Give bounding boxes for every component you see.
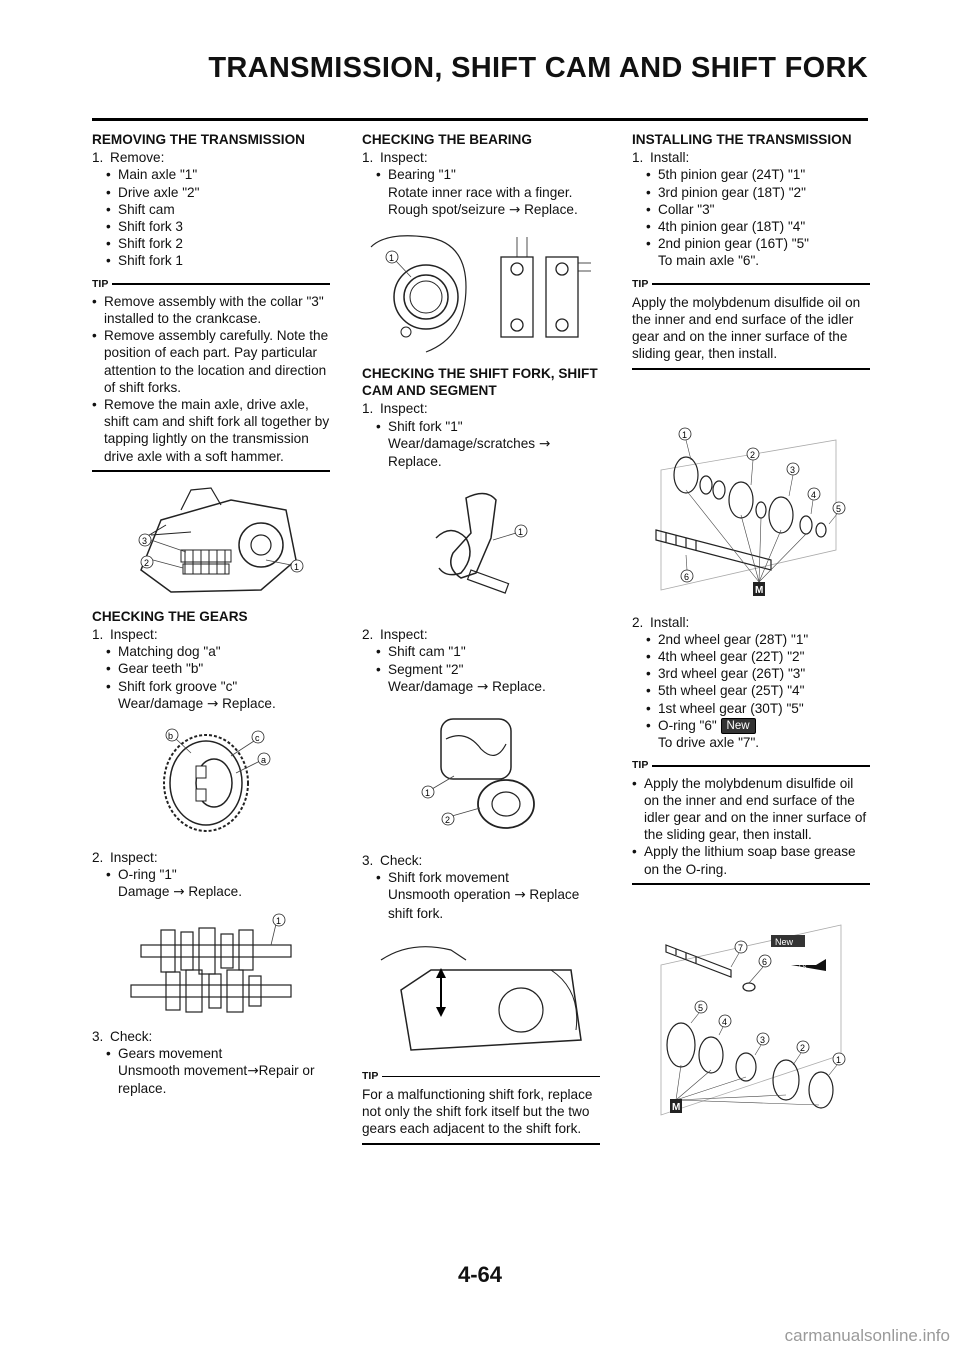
list-item: • Gear teeth "b"	[106, 660, 330, 677]
list-item: • 3rd pinion gear (18T) "2"	[646, 184, 870, 201]
list-item: • 3rd wheel gear (26T) "3"	[646, 665, 870, 682]
callout-2: 2	[445, 815, 451, 826]
callout-1: 1	[294, 561, 300, 572]
section-heading: REMOVING THE TRANSMISSION	[92, 132, 305, 147]
list-item: • Shift fork 3	[106, 218, 330, 235]
list-item: • Segment "2"	[376, 661, 600, 678]
callout-3: 3	[760, 1034, 766, 1045]
list-item: • Bearing "1"	[376, 166, 600, 183]
callout-a: a	[261, 755, 267, 766]
callout-7: 7	[738, 942, 744, 953]
callout-b: b	[168, 731, 174, 742]
page-title: TRANSMISSION, SHIFT CAM AND SHIFT FORK	[208, 52, 868, 84]
shift-fork-movement-figure	[371, 930, 591, 1060]
list-item: • 5th pinion gear (24T) "1"	[646, 166, 870, 183]
tip-item: • Remove assembly carefully. Note the position of each part. Pay particular attention to the location and direction of shift forks.	[92, 327, 330, 396]
step-1: 1. Remove:	[92, 150, 165, 166]
list-item: • Drive axle "2"	[106, 184, 330, 201]
callout-1: 1	[276, 915, 282, 926]
molybdenum-oil-icon: M	[672, 1101, 681, 1113]
tip-list	[92, 293, 330, 465]
callout-1: 1	[682, 429, 688, 440]
watermark: carmanualsonline.info	[784, 1326, 950, 1345]
gear-figure	[136, 721, 286, 841]
tip-item: • Remove assembly with the collar "3" installed to the crankcase.	[92, 293, 330, 327]
callout-3: 3	[790, 464, 796, 475]
section-heading: CHECKING THE GEARS	[92, 608, 248, 624]
tip-box: TIP • Apply the molybdenum disulfide oil on the inner and end surface of the idler gear and on the inner surface of the sliding gear, then install. • Apply the lithium soap base grease on the O-ring.	[632, 757, 870, 884]
tip-box: TIP For a malfunctioning shift fork, replace not only the shift fork itself but the two gears each adjacent to the shift fork.	[362, 1068, 600, 1145]
list-item: • Shift fork "1"	[376, 418, 600, 435]
arrow-icon: →	[476, 678, 489, 695]
list-item: • O-ring "6" New	[646, 717, 870, 734]
callout-2: 2	[144, 557, 150, 568]
column-middle: CHECKING THE BEARING 1. Inspect: • Bearing "1" Rotate inner race with a finger. Rough spot/seizure → Replace. 1 CHECKING THE SHIFT FORK, SHIFT CAM AND SEGMENT 1. Inspect: • Shift fork "1" Wear/damage/scratches → Replace. 1 2. Inspect: • Shift cam "1" • Segment "2" Wear/damage → Replace. 1 2 3. Check: • Shift fork movement Unsmooth operation → Replace shift fork. TIP For a malfunctioning shift fork, replace not only the shift fork itself but the two gears each adjacent to the shift fork.	[362, 131, 600, 1151]
list-item: • 2nd pinion gear (16T) "5"	[646, 235, 870, 252]
callout-6: 6	[684, 571, 690, 582]
list-item: • Main axle "1"	[106, 166, 330, 183]
callout-4: 4	[811, 489, 817, 500]
callout-1: 1	[425, 788, 431, 799]
list-item: • 5th wheel gear (25T) "4"	[646, 682, 870, 699]
list-item: • Shift cam "1"	[376, 643, 600, 660]
shift-cam-figure	[396, 704, 566, 844]
list-item: • Shift fork movement	[376, 869, 600, 886]
list-item: • 4th wheel gear (22T) "2"	[646, 648, 870, 665]
arrow-icon: →	[514, 887, 526, 904]
callout-1: 1	[389, 253, 395, 264]
inspect-list	[92, 643, 330, 695]
transmission-assembly-figure	[111, 480, 311, 600]
title-rule	[92, 118, 868, 121]
list-item: • 2nd wheel gear (28T) "1"	[646, 631, 870, 648]
new-part-badge: New	[775, 936, 794, 947]
shift-fork-figure	[391, 478, 571, 618]
main-axle-assembly-figure	[641, 410, 861, 600]
list-item: • Gears movement	[106, 1045, 330, 1062]
list-item: • 1st wheel gear (30T) "5"	[646, 700, 870, 717]
arrow-icon: →	[247, 1063, 259, 1080]
list-item: • 4th pinion gear (18T) "4"	[646, 218, 870, 235]
list-item: • Shift fork 1	[106, 252, 330, 269]
list-item: • O-ring "1"	[106, 866, 330, 883]
tip-label: TIP	[92, 276, 330, 293]
arrow-icon: →	[508, 201, 521, 218]
tip-item: • Remove the main axle, drive axle, shift cam and shift fork all together by tapping lightly on the transmission drive axle with a soft hammer.	[92, 396, 330, 465]
bearing-figure	[366, 227, 596, 357]
lithium-grease-icon: LS	[799, 964, 807, 971]
removal-list	[92, 166, 330, 269]
callout-c: c	[255, 733, 260, 744]
callout-6: 6	[762, 956, 768, 967]
section-heading: CHECKING THE SHIFT FORK, SHIFT CAM AND SEGMENT	[362, 366, 598, 399]
callout-3: 3	[142, 535, 148, 546]
arrow-icon: →	[206, 695, 219, 712]
list-item: • Matching dog "a"	[106, 643, 330, 660]
tip-item: • Apply the molybdenum disulfide oil on the inner and end surface of the idler gear and on the inner surface of the sliding gear, then install.	[632, 775, 870, 844]
callout-2: 2	[750, 449, 756, 460]
column-left: REMOVING THE TRANSMISSION 1. Remove: • Main axle "1" • Drive axle "2" • Shift cam • Shift fork 3 • Shift fork 2 • Shift fork 1 TIP • Remove assembly with the collar "3" installed to the crankcase. • Remove assembly carefully. Note the position of each part. Pay particular attention to the location and direction of shift forks. • Remove the main axle, drive axle, shift cam and shift fork all together by tapping lightly on the transmission drive axle with a soft hammer. 3 2 1 CHECKING THE GEARS 1. Inspect: • Matching dog "a" • Gear teeth "b" • Shift fork groove "c" Wear/damage → Replace. b c a 2. Inspect: • O-ring "1" Damage → Replace. 1 3. Check: • Gears movement Unsmooth movement→Repair or replace.	[92, 131, 330, 1098]
column-right: INSTALLING THE TRANSMISSION 1. Install: • 5th pinion gear (24T) "1" • 3rd pinion gear (18T) "2" • Collar "3" • 4th pinion gear (18T) "4" • 2nd pinion gear (16T) "5" To main axle "6". TIP Apply the molybdenum disulfide oil on the inner and end surface of the idler gear and on the inner surface of the sliding gear, then install. M 1 2 3 4 5 6 2. Install: • 2nd wheel gear (28T) "1" • 4th wheel gear (22T) "2" • 3rd wheel gear (26T) "3" • 5th wheel gear (25T) "4" • 1st wheel gear (30T) "5" • O-ring "6" New To drive axle "7". TIP • Apply the molybdenum disulfide oil on the inner and end surface of the idler gear and on the inner surface of the sliding gear, then install. • Apply the lithium soap base grease on the O-ring. New LS M 7 6 5 4 3 2 1	[632, 131, 870, 1133]
callout-5: 5	[836, 503, 842, 514]
new-part-badge: New	[721, 718, 756, 734]
list-item: • Shift fork 2	[106, 235, 330, 252]
tip-box	[92, 276, 330, 472]
callout-1: 1	[518, 527, 524, 538]
section-heading: INSTALLING THE TRANSMISSION	[632, 132, 852, 147]
arrow-icon: →	[538, 435, 551, 452]
list-item: • Shift fork groove "c"	[106, 678, 330, 695]
callout-5: 5	[698, 1002, 704, 1013]
arrow-icon: →	[173, 884, 185, 901]
section-heading: CHECKING THE BEARING	[362, 132, 532, 147]
list-item: • Shift cam	[106, 201, 330, 218]
molybdenum-oil-icon: M	[755, 584, 764, 596]
callout-1: 1	[836, 1054, 842, 1065]
tip-box: TIP Apply the molybdenum disulfide oil on the inner and end surface of the idler gear and on the inner surface of the sliding gear, then install.	[632, 276, 870, 370]
tip-item: • Apply the lithium soap base grease on the O-ring.	[632, 843, 870, 877]
callout-2: 2	[800, 1042, 806, 1053]
page-number: 4-64	[457, 1262, 503, 1287]
list-item: • Collar "3"	[646, 201, 870, 218]
drive-axle-assembly-figure	[641, 915, 861, 1125]
callout-4: 4	[722, 1016, 728, 1027]
axles-figure	[121, 910, 301, 1020]
